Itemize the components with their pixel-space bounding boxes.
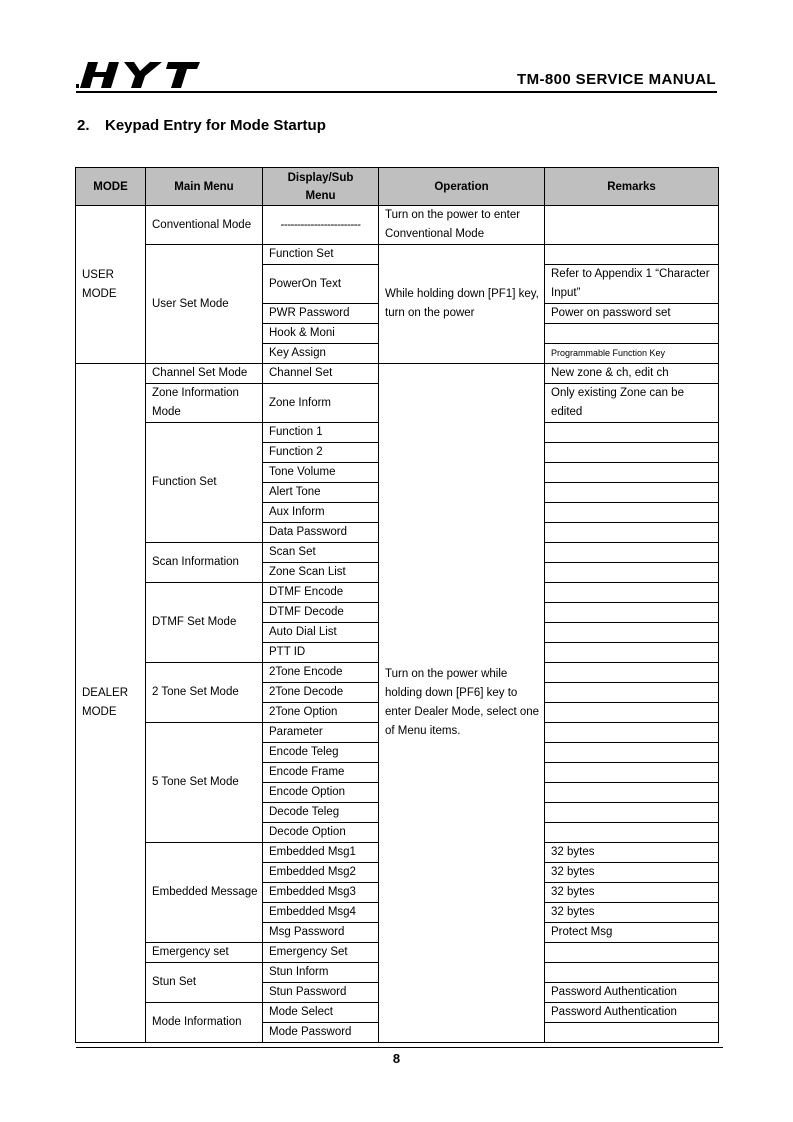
sub-menu-cell: 2Tone Decode bbox=[263, 683, 379, 703]
main-menu-2tone-set: 2 Tone Set Mode bbox=[146, 663, 263, 723]
remark-cell bbox=[545, 703, 719, 723]
remark-cell bbox=[545, 783, 719, 803]
sub-menu-cell: PowerOn Text bbox=[263, 265, 379, 304]
sub-menu-cell: Embedded Msg1 bbox=[263, 843, 379, 863]
remark-cell: 32 bytes bbox=[545, 863, 719, 883]
sub-menu-cell: Encode Frame bbox=[263, 763, 379, 783]
remark-cell bbox=[545, 443, 719, 463]
header-display-sub-line1: Display/Sub bbox=[287, 171, 354, 184]
header-display-sub bbox=[263, 168, 379, 206]
sub-menu-conventional: ------------------------ bbox=[263, 206, 379, 245]
remark-cell bbox=[545, 663, 719, 683]
remark-cell bbox=[545, 543, 719, 563]
sub-menu-cell: Decode Option bbox=[263, 823, 379, 843]
remark-cell: 32 bytes bbox=[545, 903, 719, 923]
sub-menu-cell: PWR Password bbox=[263, 304, 379, 324]
sub-menu-cell: Emergency Set bbox=[263, 943, 379, 963]
main-menu-dtmf-set: DTMF Set Mode bbox=[146, 583, 263, 663]
main-menu-zone-info: Zone Information Mode bbox=[146, 384, 263, 423]
remark-cell bbox=[545, 943, 719, 963]
sub-menu-cell: Mode Select bbox=[263, 1003, 379, 1023]
main-menu-conventional: Conventional Mode bbox=[146, 206, 263, 245]
mode-table bbox=[75, 167, 719, 1043]
operation-conventional: Turn on the power to enter Conventional Mode bbox=[379, 206, 545, 245]
sub-menu-cell: Scan Set bbox=[263, 543, 379, 563]
remark-cell bbox=[545, 503, 719, 523]
header-mode: MODE bbox=[76, 168, 146, 206]
table-row bbox=[76, 364, 719, 384]
sub-menu-cell: Stun Password bbox=[263, 983, 379, 1003]
sub-menu-cell: Data Password bbox=[263, 523, 379, 543]
remark-cell bbox=[545, 423, 719, 443]
remark-cell bbox=[545, 1023, 719, 1043]
sub-menu-cell: Encode Teleg bbox=[263, 743, 379, 763]
sub-menu-cell: DTMF Decode bbox=[263, 603, 379, 623]
remark-cell bbox=[545, 245, 719, 265]
remark-cell bbox=[545, 623, 719, 643]
sub-menu-cell: Stun Inform bbox=[263, 963, 379, 983]
sub-menu-cell: Embedded Msg2 bbox=[263, 863, 379, 883]
header-remarks: Remarks bbox=[545, 168, 719, 206]
sub-menu-cell: Embedded Msg3 bbox=[263, 883, 379, 903]
sub-menu-cell: Decode Teleg bbox=[263, 803, 379, 823]
mode-cell-dealer: DEALER MODE bbox=[76, 364, 146, 1043]
sub-menu-cell: Function 1 bbox=[263, 423, 379, 443]
header-display-sub-line2: Menu bbox=[305, 189, 336, 202]
main-menu-channel-set: Channel Set Mode bbox=[146, 364, 263, 384]
remark-cell: Password Authentication bbox=[545, 983, 719, 1003]
operation-dealer: Turn on the power while holding down [PF6] key to enter Dealer Mode, select one of Menu items. bbox=[379, 364, 545, 1043]
mode-cell-user: USER MODE bbox=[76, 206, 146, 364]
remark-cell: 32 bytes bbox=[545, 883, 719, 903]
sub-menu-cell: Key Assign bbox=[263, 344, 379, 364]
footer-rule bbox=[76, 1047, 723, 1048]
sub-menu-cell: DTMF Encode bbox=[263, 583, 379, 603]
sub-menu-cell: Embedded Msg4 bbox=[263, 903, 379, 923]
main-menu-function-set: Function Set bbox=[146, 423, 263, 543]
remark-cell: Power on password set bbox=[545, 304, 719, 324]
sub-menu-cell: Alert Tone bbox=[263, 483, 379, 503]
remark-cell: New zone & ch, edit ch bbox=[545, 364, 719, 384]
remark-cell bbox=[545, 583, 719, 603]
sub-menu-cell: Auto Dial List bbox=[263, 623, 379, 643]
remark-cell bbox=[545, 823, 719, 843]
sub-menu-cell: 2Tone Option bbox=[263, 703, 379, 723]
sub-menu-cell: 2Tone Encode bbox=[263, 663, 379, 683]
manual-title: TM-800 SERVICE MANUAL bbox=[517, 71, 716, 88]
remark-cell bbox=[545, 723, 719, 743]
remark-cell: Programmable Function Key bbox=[545, 344, 719, 364]
main-menu-user-set: User Set Mode bbox=[146, 245, 263, 364]
section-title bbox=[77, 117, 326, 134]
remark-cell: Only existing Zone can be edited bbox=[545, 384, 719, 423]
remark-cell: Protect Msg bbox=[545, 923, 719, 943]
section-number: 2. bbox=[77, 117, 90, 134]
remark-cell bbox=[545, 206, 719, 245]
remark-cell bbox=[545, 563, 719, 583]
remark-cell bbox=[545, 483, 719, 503]
main-menu-stun-set: Stun Set bbox=[146, 963, 263, 1003]
remark-cell bbox=[545, 463, 719, 483]
operation-user-set: While holding down [PF1] key, turn on the power bbox=[379, 245, 545, 364]
table-row bbox=[76, 206, 719, 245]
page-number: 8 bbox=[392, 1051, 401, 1066]
sub-menu-cell: Parameter bbox=[263, 723, 379, 743]
sub-menu-cell: Tone Volume bbox=[263, 463, 379, 483]
hyt-logo bbox=[76, 60, 202, 90]
remark-cell: Refer to Appendix 1 “Character Input” bbox=[545, 265, 719, 304]
remark-cell bbox=[545, 683, 719, 703]
remark-cell bbox=[545, 603, 719, 623]
sub-menu-cell: PTT ID bbox=[263, 643, 379, 663]
table-row bbox=[76, 245, 719, 265]
remark-cell: 32 bytes bbox=[545, 843, 719, 863]
main-menu-mode-info: Mode Information bbox=[146, 1003, 263, 1043]
header-operation: Operation bbox=[379, 168, 545, 206]
sub-menu-cell: Zone Inform bbox=[263, 384, 379, 423]
main-menu-scan-info: Scan Information bbox=[146, 543, 263, 583]
sub-menu-cell: Zone Scan List bbox=[263, 563, 379, 583]
remark-cell bbox=[545, 523, 719, 543]
sub-menu-cell: Mode Password bbox=[263, 1023, 379, 1043]
sub-menu-cell: Function Set bbox=[263, 245, 379, 265]
header-main-menu: Main Menu bbox=[146, 168, 263, 206]
sub-menu-cell: Channel Set bbox=[263, 364, 379, 384]
remark-cell bbox=[545, 643, 719, 663]
table-header-row bbox=[76, 168, 719, 206]
section-title-text: Keypad Entry for Mode Startup bbox=[105, 117, 326, 134]
remark-cell bbox=[545, 803, 719, 823]
main-menu-embedded-message: Embedded Message bbox=[146, 843, 263, 943]
remark-cell: Password Authentication bbox=[545, 1003, 719, 1023]
sub-menu-cell: Hook & Moni bbox=[263, 324, 379, 344]
header-rule bbox=[76, 91, 717, 93]
sub-menu-cell: Aux Inform bbox=[263, 503, 379, 523]
remark-cell bbox=[545, 963, 719, 983]
remark-cell bbox=[545, 324, 719, 344]
remark-cell bbox=[545, 763, 719, 783]
remark-cell bbox=[545, 743, 719, 763]
sub-menu-cell: Function 2 bbox=[263, 443, 379, 463]
sub-menu-cell: Msg Password bbox=[263, 923, 379, 943]
main-menu-5tone-set: 5 Tone Set Mode bbox=[146, 723, 263, 843]
sub-menu-cell: Encode Option bbox=[263, 783, 379, 803]
main-menu-emergency: Emergency set bbox=[146, 943, 263, 963]
